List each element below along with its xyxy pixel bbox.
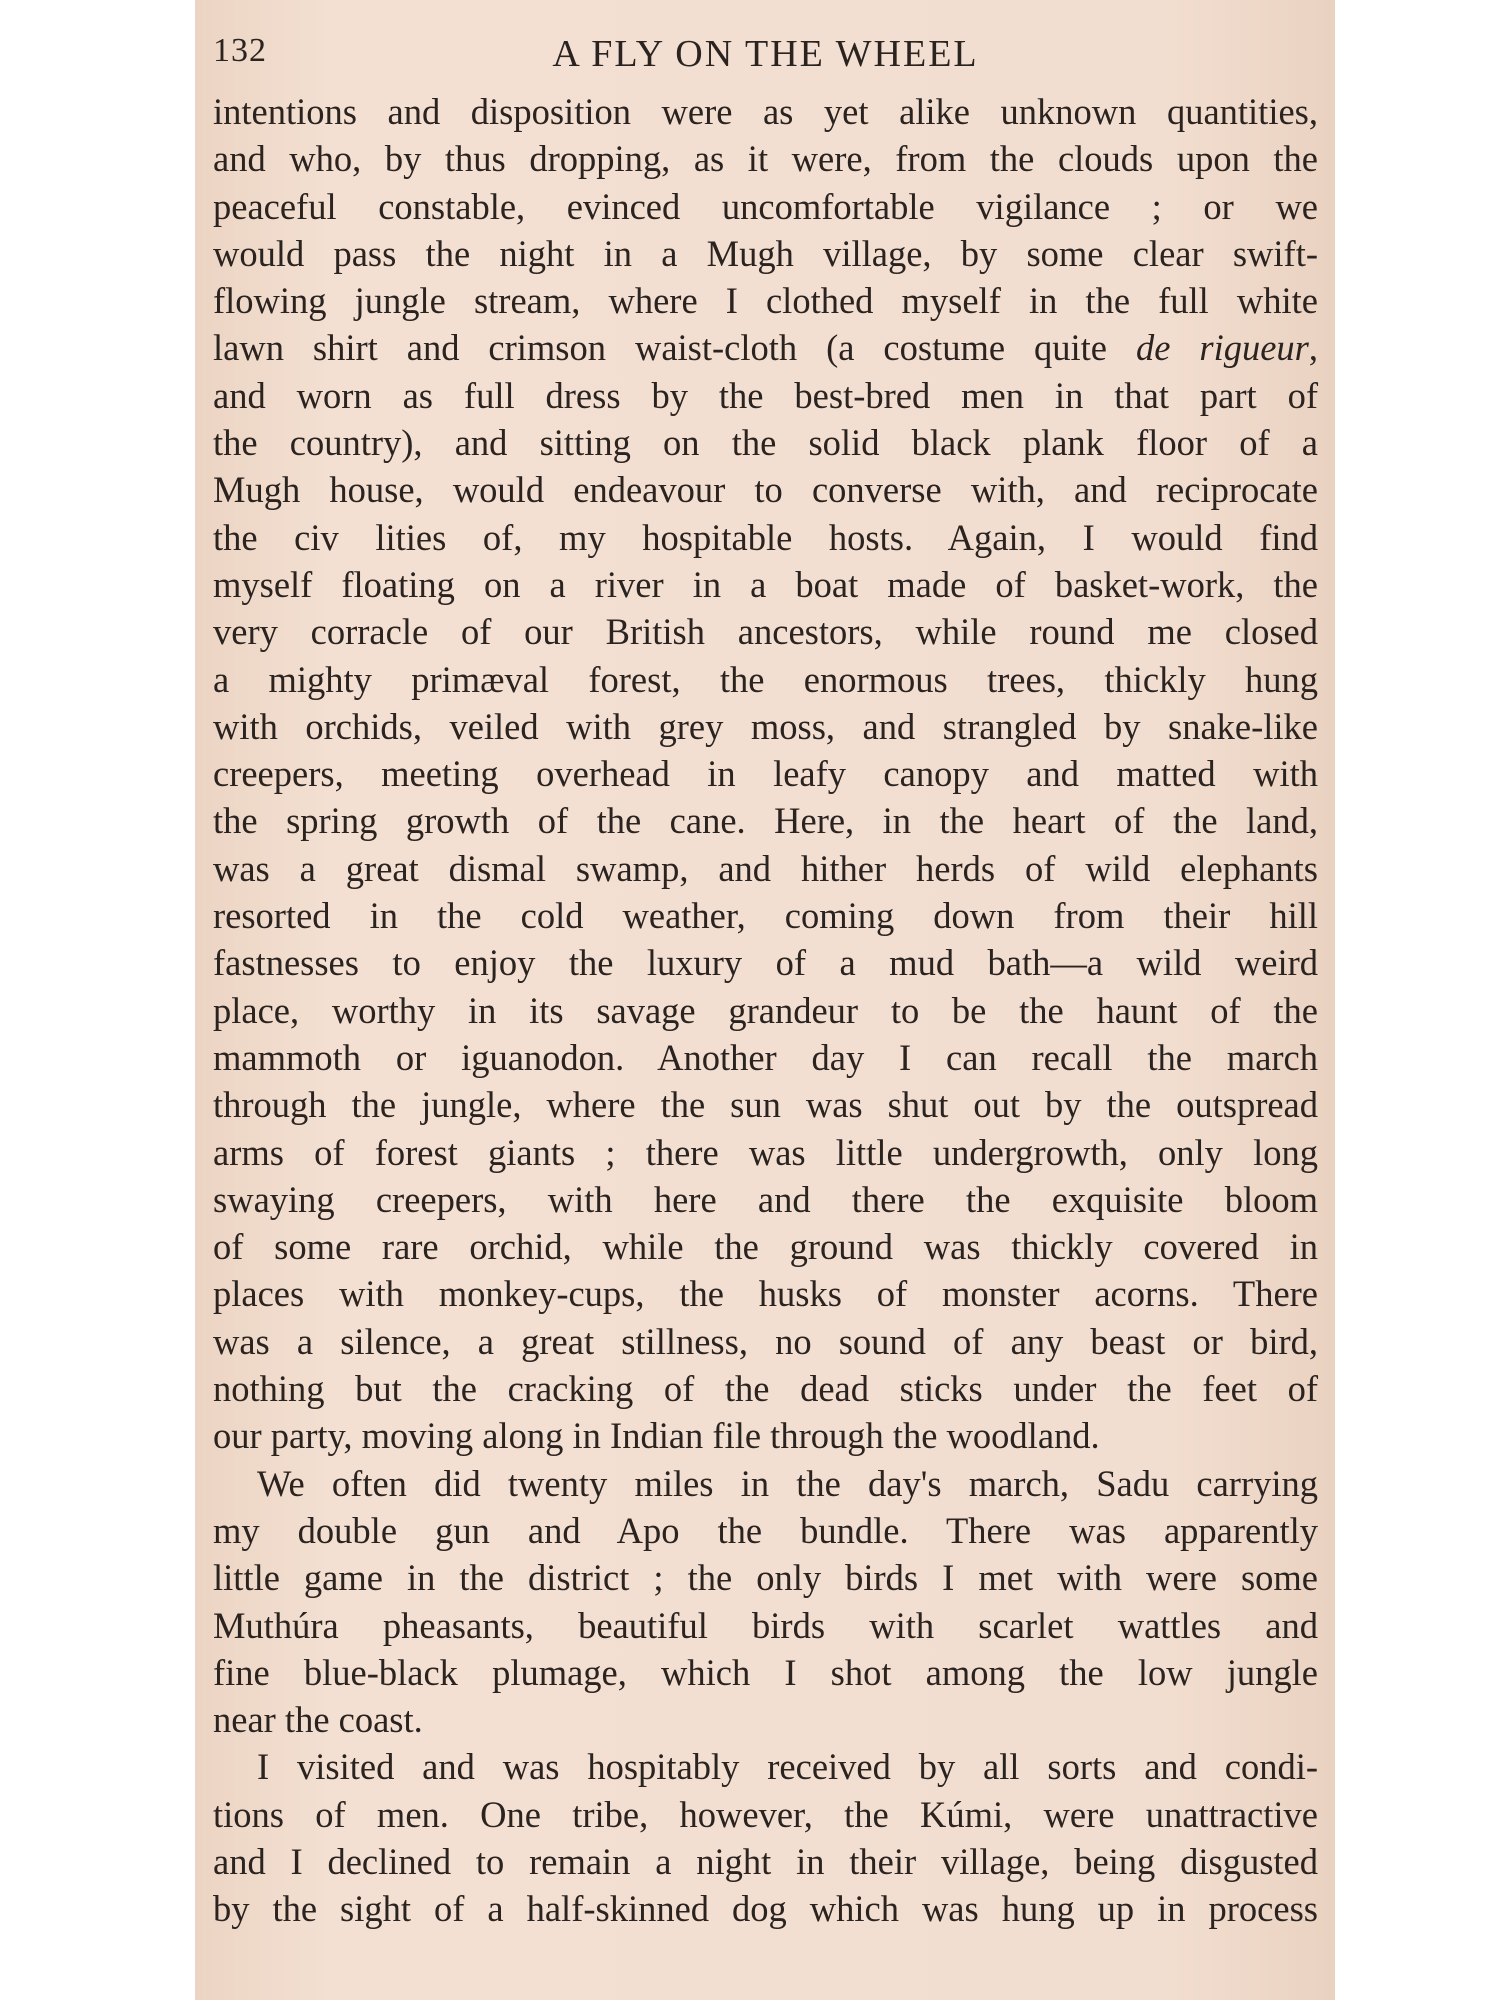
running-title: A FLY ON THE WHEEL	[552, 33, 979, 75]
text-line: our party, moving along in Indian file through the woodland.	[213, 1415, 1100, 1457]
paragraph	[213, 1460, 1318, 1744]
text-line: resorted in the cold weather, coming down from their hill	[213, 895, 1318, 937]
text-line: tions of men. One tribe, however, the Kúmi, were unattractive	[213, 1793, 1318, 1835]
text-line: through the jungle, where the sun was shut out by the outspread	[213, 1084, 1318, 1126]
italic-phrase: de rigueur	[1135, 327, 1309, 369]
text-line: fine blue-black plumage, which I shot among the low jungle	[213, 1651, 1318, 1693]
paragraph	[213, 88, 1318, 1460]
text-line: swaying creepers, with here and there the exquisite bloom	[213, 1178, 1318, 1220]
text-line: mammoth or iguanodon. Another day I can recall the march	[213, 1036, 1318, 1078]
text-line: and worn as full dress by the best-bred men in that part of	[213, 374, 1318, 416]
text-line: I visited and was hospitably received by all sorts and condi-	[257, 1746, 1318, 1788]
text-line: of some rare orchid, while the ground was thickly covered in	[213, 1226, 1318, 1268]
text-line: with orchids, veiled with grey moss, and strangled by snake-like	[213, 705, 1318, 747]
text-line: very corracle of our British ancestors, while round me closed	[213, 611, 1318, 653]
text-line: Muthúra pheasants, beautiful birds with scarlet wattles and	[213, 1604, 1318, 1646]
text-line: near the coast.	[213, 1699, 423, 1741]
text-line: and I declined to remain a night in their village, being disgusted	[213, 1840, 1318, 1882]
text-line: my double gun and Apo the bundle. There was apparently	[213, 1509, 1318, 1551]
running-head	[213, 28, 1318, 88]
text-line: We often did twenty miles in the day's march, Sadu carrying	[257, 1462, 1318, 1504]
text-line: by the sight of a half-skinned dog which was hung up in process	[213, 1888, 1318, 1930]
page-number: 132	[213, 32, 267, 69]
book-page	[195, 0, 1335, 2000]
text-line: flowing jungle stream, where I clothed myself in the full white	[213, 280, 1318, 322]
text-line: was a silence, a great stillness, no sound of any beast or bird,	[213, 1320, 1318, 1362]
text-line: nothing but the cracking of the dead sticks under the feet of	[213, 1368, 1318, 1410]
text-line: was a great dismal swamp, and hither herds of wild elephants	[213, 847, 1318, 889]
text-line: little game in the district ; the only birds I met with were some	[213, 1557, 1318, 1599]
text-line: the spring growth of the cane. Here, in the heart of the land,	[213, 800, 1318, 842]
text-line: place, worthy in its savage grandeur to be the haunt of the	[213, 989, 1318, 1031]
text-line: and who, by thus dropping, as it were, from the clouds upon the	[213, 138, 1318, 180]
text-line: Mugh house, would endeavour to converse with, and reciprocate	[213, 469, 1318, 511]
text-line: creepers, meeting overhead in leafy canopy and matted with	[213, 753, 1318, 795]
body-text	[213, 88, 1318, 1933]
text-line: intentions and disposition were as yet alike unknown quantities,	[213, 91, 1318, 132]
text-line-with-italic: lawn shirt and crimson waist-cloth (a costume quite de rigueur,	[213, 327, 1319, 369]
paragraph	[213, 1743, 1318, 1932]
text-line: the country), and sitting on the solid black plank floor of a	[213, 422, 1318, 464]
text-line: myself floating on a river in a boat made of basket-work, the	[213, 563, 1318, 605]
text-line: the civ lities of, my hospitable hosts. Again, I would find	[213, 516, 1318, 558]
text-line: a mighty primæval forest, the enormous trees, thickly hung	[213, 658, 1318, 700]
text-line: peaceful constable, evinced uncomfortable vigilance ; or we	[213, 185, 1318, 227]
text-line: arms of forest giants ; there was little undergrowth, only long	[213, 1131, 1318, 1173]
text-line: would pass the night in a Mugh village, by some clear swift-	[213, 232, 1318, 274]
text-line: places with monkey-cups, the husks of monster acorns. There	[213, 1273, 1318, 1315]
text-line: fastnesses to enjoy the luxury of a mud bath—a wild weird	[213, 942, 1318, 984]
